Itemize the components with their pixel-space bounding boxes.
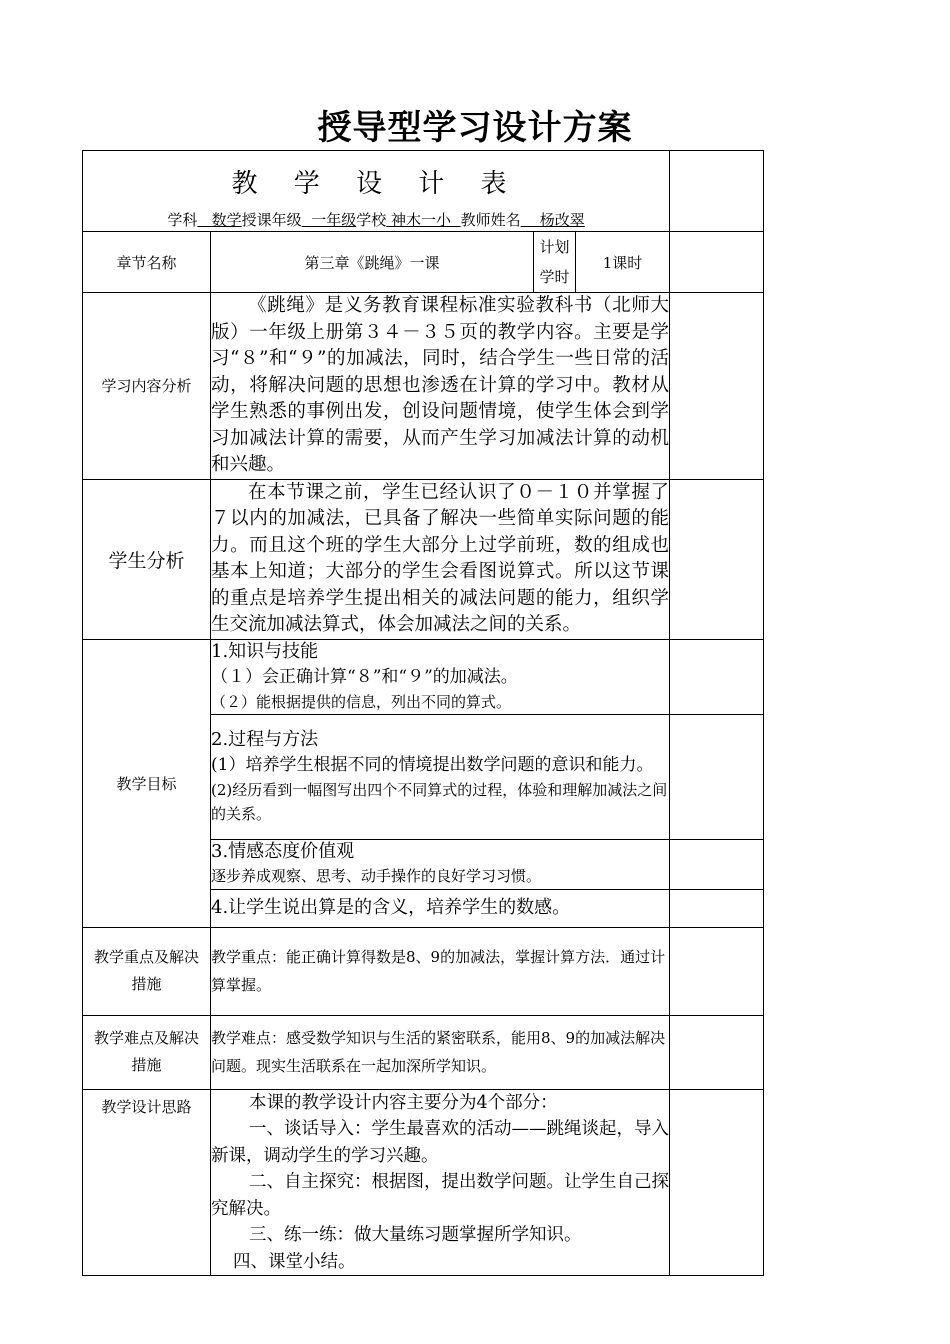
design-idea-label: 教学设计思路 — [83, 1089, 211, 1276]
goal-4-title: 4.让学生说出算是的含义，培养学生的数感。 — [211, 897, 571, 918]
design-idea-line-5: 四、课堂小结。 — [233, 1251, 356, 1272]
goal-3-cell — [211, 839, 670, 889]
content-analysis-text: 《跳绳》是义务教育课程标准实验教科书（北师大版）一年级上册第３４－３５页的教学内容。主要是学习“８”和“９”的加减法，同时，结合学生一些日常的活动，将解决问题的思想也渗透在计算的学习中。教材从学生熟悉的事例出发，创设问题情境，使学生体会到学习加减法计算的需要，从而产生学习加减法计算的动机和兴趣。 — [211, 293, 670, 480]
design-idea-text — [211, 1089, 670, 1276]
margin-cell — [670, 293, 764, 480]
key-points-label: 教学重点及解决措施 — [83, 927, 211, 1015]
teacher-label: 教师姓名 — [460, 210, 521, 229]
margin-cell — [670, 1089, 764, 1276]
goal-1-line-1: （１）会正确计算“８”和“９”的加减法。 — [211, 666, 518, 687]
margin-cell — [670, 639, 764, 714]
design-idea-line-2: 一、谈话导入：学生最喜欢的活动——跳绳谈起，导入新课，调动学生的学习兴趣。 — [211, 1119, 669, 1166]
goal-1-title: 1.知识与技能 — [211, 640, 319, 662]
goal-1-line-2: （２）能根据提供的信息，列出不同的算式。 — [211, 692, 512, 711]
difficulties-text: 教学难点：感受数学知识与生活的紧密联系，能用8、9的加减法解决问题。现实生活联系在一起加深所学知识。 — [211, 1015, 670, 1089]
margin-cell — [670, 839, 764, 889]
margin-cell — [670, 151, 764, 232]
design-idea-line-3: 二、自主探究：根据图，提出数学问题。让学生自己探究解决。 — [211, 1172, 669, 1219]
key-points-row — [83, 927, 764, 1015]
design-idea-row — [83, 1089, 764, 1276]
margin-cell — [670, 927, 764, 1015]
goal-2-line-2: (2)经历看到一幅图写出四个不同算式的过程，体验和理解加减法之间的关系。 — [211, 780, 668, 823]
goal-1-row — [83, 639, 764, 714]
table-header-cell — [83, 151, 670, 232]
difficulties-label: 教学难点及解决措施 — [83, 1015, 211, 1089]
goals-label: 教学目标 — [83, 639, 211, 927]
school-label: 学校 — [356, 210, 387, 229]
margin-cell — [670, 1015, 764, 1089]
content-analysis-row — [83, 293, 764, 480]
content-analysis-label: 学习内容分析 — [83, 293, 211, 480]
student-analysis-text: 在本节课之前，学生已经认识了０－１０并掌握了７以内的加减法，已具备了解决一些简单实际问题的能力。而且这个班的学生大部分上过学前班，数的组成也基本上知道；大部分的学生会看图说算式。所以这节课的重点是培养学生提出相关的减法问题的能力，组织学生交流加减法算式，体会加减法之间的关系。 — [211, 479, 670, 639]
goal-2-line-1: (1）培养学生根据不同的情境提出数学问题的意识和能力。 — [211, 754, 654, 775]
chapter-row — [83, 232, 764, 293]
chapter-label: 章节名称 — [83, 232, 211, 293]
subject-label: 学科 — [167, 210, 198, 229]
grade-value: 一年级 — [311, 210, 357, 229]
page-title: 授导型学习设计方案 — [317, 108, 633, 148]
difficulties-row — [83, 1015, 764, 1089]
goal-4-cell — [211, 889, 670, 927]
meta-line — [83, 203, 669, 230]
margin-cell — [670, 889, 764, 927]
plan-hours-label: 计划 学时 — [534, 232, 576, 293]
hours-value: 1课时 — [576, 232, 670, 293]
goal-3-line-1: 逐步养成观察、思考、动手操作的良好学习习惯。 — [211, 867, 542, 885]
margin-cell — [670, 714, 764, 839]
grade-label: 授课年级 — [241, 210, 302, 229]
margin-cell — [670, 479, 764, 639]
key-points-text: 教学重点：能正确计算得数是8、9的加减法，掌握计算方法．通过计算掌握。 — [211, 927, 670, 1015]
school-value: 神木一小 — [391, 210, 452, 229]
goal-2-title: 2.过程与方法 — [211, 728, 319, 750]
chapter-value: 第三章《跳绳》一课 — [211, 232, 534, 293]
design-idea-line-1: 本课的教学设计内容主要分为4个部分： — [249, 1092, 558, 1113]
design-idea-line-4: 三、练一练：做大量练习题掌握所学知识。 — [249, 1225, 582, 1245]
table-heading: 教 学 设 计 表 — [231, 168, 521, 199]
table-header-row — [83, 151, 764, 232]
student-analysis-row — [83, 479, 764, 639]
goal-1-cell — [211, 639, 670, 714]
goal-3-title: 3.情感态度价值观 — [211, 841, 355, 862]
teacher-value: 杨改翠 — [539, 210, 585, 229]
student-analysis-label: 学生分析 — [83, 479, 211, 639]
goal-2-cell — [211, 714, 670, 839]
subject-value: 数学 — [211, 210, 242, 229]
lesson-design-table — [82, 150, 764, 1276]
margin-cell — [670, 232, 764, 293]
